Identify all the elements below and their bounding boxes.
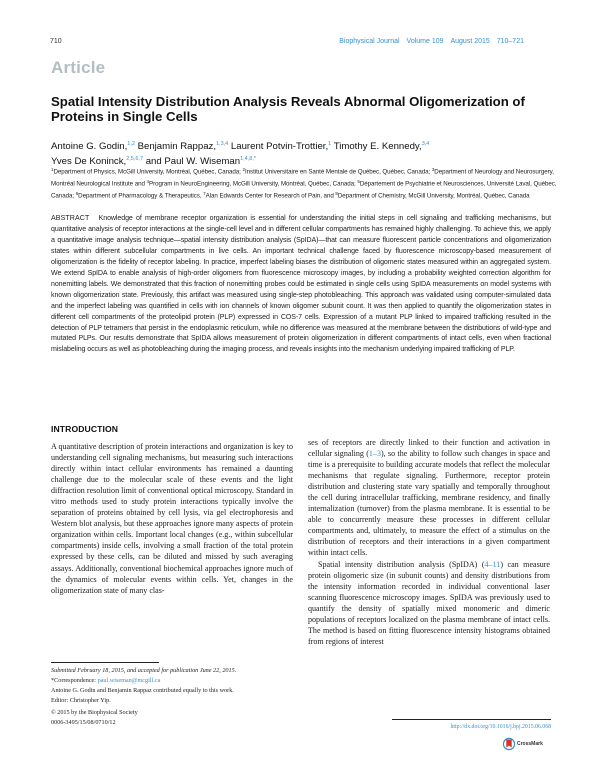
doi-link[interactable]: http://dx.doi.org/10.1016/j.bpj.2015.06.068: [450, 724, 551, 730]
crossmark-icon: [503, 737, 515, 751]
body-column-right: [308, 437, 550, 647]
equal-contribution-note: Antoine G. Godin and Benjamin Rappaz contributed equally to this work.: [51, 686, 234, 694]
affiliation: Institut Universitaire en Santé Mentale de Québec, Québec, Canada;: [244, 168, 432, 176]
affiliation-number: 4: [146, 179, 149, 185]
paper-title: Spatial Intensity Distribution Analysis Reveals Abnormal Oligomerization of Proteins in Single Cells: [51, 94, 525, 124]
correspondence-email-link[interactable]: paul.wiseman@mcgill.ca: [97, 676, 161, 684]
submission-dates: Submitted February 18, 2015, and accepted for publication June 22, 2015.: [51, 667, 237, 674]
journal-pages: 710–721: [496, 38, 524, 45]
author-list: [51, 138, 571, 168]
affiliation-number: 2: [242, 167, 245, 172]
author: Laurent Potvin-Trottier,: [230, 141, 329, 152]
paragraph: [308, 559, 550, 647]
affiliation: Department of Physics, McGill University, Montréal, Québec, Canada;: [53, 168, 243, 176]
journal-name: Biophysical Journal: [339, 38, 400, 45]
affiliation-number: 5: [357, 179, 360, 185]
correspondence: [51, 676, 296, 686]
journal-date: August 2015: [450, 38, 490, 45]
crossmark-badge[interactable]: [503, 737, 543, 751]
author: Antoine G. Godin,: [51, 141, 128, 152]
copyright: © 2015 by the Biophysical Society: [51, 708, 138, 716]
affiliation: Department of Chemistry, McGill University, Montréal, Québec, Canada: [337, 192, 530, 200]
affiliation-number: 1: [51, 167, 54, 172]
affiliations: [51, 165, 561, 201]
abstract-label: ABSTRACT: [51, 215, 90, 222]
crossmark-label: CrossMark: [517, 741, 543, 747]
paragraph-text: ses of receptors are directly linked to their function and activation in cellular signaling (: [308, 438, 550, 459]
affiliation: Department of Pharmacology & Therapeutics,: [78, 192, 204, 200]
affiliation: Program in NeuroEngineering, McGill University, Montréal, Québec, Canada;: [149, 180, 358, 188]
issn: 0006-3495/15/08/0710/12: [51, 718, 116, 726]
correspondence-label: *Correspondence:: [51, 676, 98, 684]
author: Yves De Koninck,: [51, 156, 127, 167]
author: Timothy E. Kennedy,: [333, 141, 422, 152]
page-number: 710: [50, 38, 62, 45]
article-type-label: Article: [51, 58, 106, 77]
paragraph-text: Spatial intensity distribution analysis (SpIDA) (: [318, 559, 485, 569]
editor-note: Editor: Christopher Yip.: [51, 696, 111, 704]
paragraph-text: ) can measure protein oligomeric size (in subunit counts) and density distributions from the intensity information recorded in individual conventional laser scanning fluorescence microscopy images. SpIDA was previously used to quantify the density of spatially mixed monomeric and dimeric populations of receptors localized on the plasma membrane of intact cells. The method is based on fitting fluorescence intensity histograms obtained from regions of interest: [308, 559, 550, 646]
affiliation-number: 6: [75, 191, 79, 197]
abstract: [51, 214, 551, 356]
paragraph: A quantitative description of protein interactions and organization is key to understanding cell signaling mechanisms, but measuring such interactions directly within intact cellular environments has remained a daunting challenge due to the molecular scale of these events and the light diffraction resolution limit of conventional optical microscopy. Standard in vitro methods used to study protein interactions typically involve the separation of proteins obtained by cell lysis, via gel electrophoresis and Western blot analysis, but these approaches ignore many aspects of protein organization within cells. Important local changes (e.g., within subcellular compartments) inside cells, involving a small fraction of the total protein expressed by these cells, can be diluted and missed by such averaging assays. Additionally, conventional biochemical approaches ignore much of the dynamics of molecular events within cells. Yet, changes in the oligomerization state of many clas-: [51, 442, 293, 595]
section-heading-introduction: INTRODUCTION: [51, 424, 119, 434]
doi-divider: [392, 719, 551, 720]
footnotes: [51, 666, 296, 727]
affiliation: Alan Edwards Center for Research of Pain, and: [205, 192, 336, 200]
author: Benjamin Rappaz,: [137, 141, 216, 152]
citation-link[interactable]: 4–11: [484, 559, 501, 569]
journal-volume: Volume 109: [406, 38, 444, 45]
author-affiliation-ref[interactable]: 1: [328, 141, 332, 147]
author-affiliation-ref[interactable]: 2,5,6,7: [126, 156, 144, 162]
paragraph-text: ), so the ability to follow such changes in space and time is a prerequisite to building accurate models that reflect the molecular mechanisms that regulate signaling. Furthermore, receptor protein distribution and clustering state vary spatially and temporally throughout the cell during intracellular trafficking, membrane residency, and finally internalization (turnover) from the plasma membrane. It is essential to be able to concurrently measure these processes in different cellular compartments and, ultimately, to measure the effect of a stimulus on the distribution of receptors and their interactions in a given compartment within intact cells.: [308, 449, 550, 558]
citation-link[interactable]: 1–3: [368, 449, 381, 459]
running-head: [339, 38, 524, 45]
affiliation-number: 8: [335, 191, 338, 197]
author: and Paul W. Wiseman: [145, 156, 241, 167]
author-affiliation-ref[interactable]: 1,4,8,*: [240, 156, 256, 162]
abstract-text: Knowledge of membrane receptor organization is essential for understanding the initial steps in cell signaling and trafficking mechanisms, but quantitative analysis of receptor interactions at the single-cell level and in different cellular compartments has remained highly challenging. To achieve this, we apply a quantitative image analysis technique—spatial intensity distribution analysis (SpIDA)—that can measure fluorescent particle concentrations and oligomerization states within different subcellular compartments in live cells. An important technical challenge faced by fluorescence microscopy-based measurement of oligomerization is the fidelity of receptor labeling. In practice, imperfect labeling biases the distribution of oligomeric states measured within an aggregated system. We extend SpIDA to enable analysis of high-order oligomers from fluorescence microscopy images, by including a probability weighted correction algorithm for nonemitting labels. We demonstrated that this fraction of nonemitting probes could be estimated in single cells using SpIDA measurements on model systems with known oligomerization state. Previously, this artifact was measured using single-step photobleaching. This approach was validated using computer-simulated data and the imperfect labeling was quantified in cells with ion channels of known oligomer subunit count. It was then applied to quantify the oligomerization states in different cell compartments of the proteolipid protein (PLP) expressed in COS-7 cells. Expression of a mutant PLP linked to impaired trafficking resulted in the detection of PLP tetramers that persist in the endoplasmic reticulum, while no difference was measured at the membrane between the distributions of wild-type and mutated PLPs. Our results demonstrate that SpIDA allows measurement of protein oligomerization in different compartments of intact cells, even when fractional mislabeling occurs as well as photobleaching during the imaging process, and reveals insights into the mechanism underlying impaired trafficking of PLP.: [51, 215, 551, 354]
author-affiliation-ref[interactable]: 1,3,4: [216, 141, 229, 147]
affiliation: Department of Neurology and Neurosurgery, Montréal Neurological Institute and: [51, 168, 554, 188]
author-affiliation-ref[interactable]: 1,2: [127, 141, 135, 147]
author-affiliation-ref[interactable]: 3,4: [421, 141, 430, 147]
affiliation-number: 3: [431, 167, 435, 172]
paragraph: [308, 437, 550, 559]
body-column-left: [51, 441, 293, 596]
affiliation: Département de Psychiatrie et Neurosciences, Université Laval, Québec, Canada;: [51, 180, 557, 200]
footnote-divider: [51, 662, 159, 663]
affiliation-number: 7: [203, 191, 206, 197]
